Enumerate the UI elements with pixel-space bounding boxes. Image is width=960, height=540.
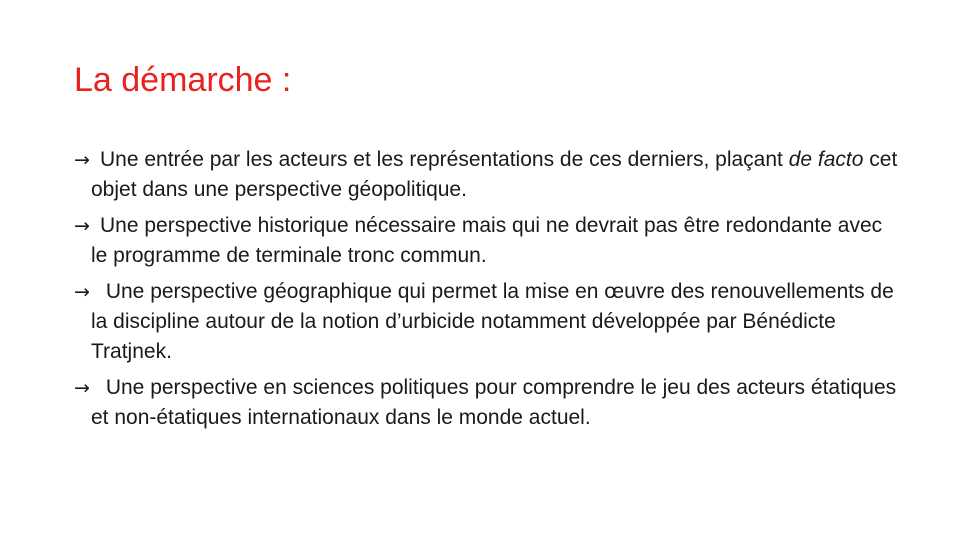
arrow-right-icon: → [74,377,90,399]
bullet-text: Une perspective en sciences politiques pour comprendre le jeu des acteurs étatiques et non-étatiques internationaux dans le monde actuel. [91,376,897,429]
slide-title: La démarche : [74,61,292,99]
bullet-item-politics [74,373,904,433]
slide-body [74,145,904,439]
bullet-text: Une entrée par les acteurs et les représentations de ces derniers, plaçant [100,148,789,171]
bullet-text: cet objet dans une perspective géopolitique. [91,148,898,201]
bullet-item-history [74,211,904,271]
arrow-right-icon: → [74,215,90,237]
bullet-text: Une perspective géographique qui permet la mise en œuvre des renouvellements de la discipline autour de la notion d’urbicide notamment développée par Bénédicte Tratjnek. [91,280,894,363]
bullet-item-geography [74,277,904,367]
bullet-emphasis: de facto [788,148,864,171]
arrow-right-icon: → [74,281,90,303]
arrow-right-icon: → [74,149,90,171]
bullet-text: Une perspective historique nécessaire mais qui ne devrait pas être redondante avec le programme de terminale tronc commun. [91,214,883,267]
bullet-item-actors [74,145,904,205]
